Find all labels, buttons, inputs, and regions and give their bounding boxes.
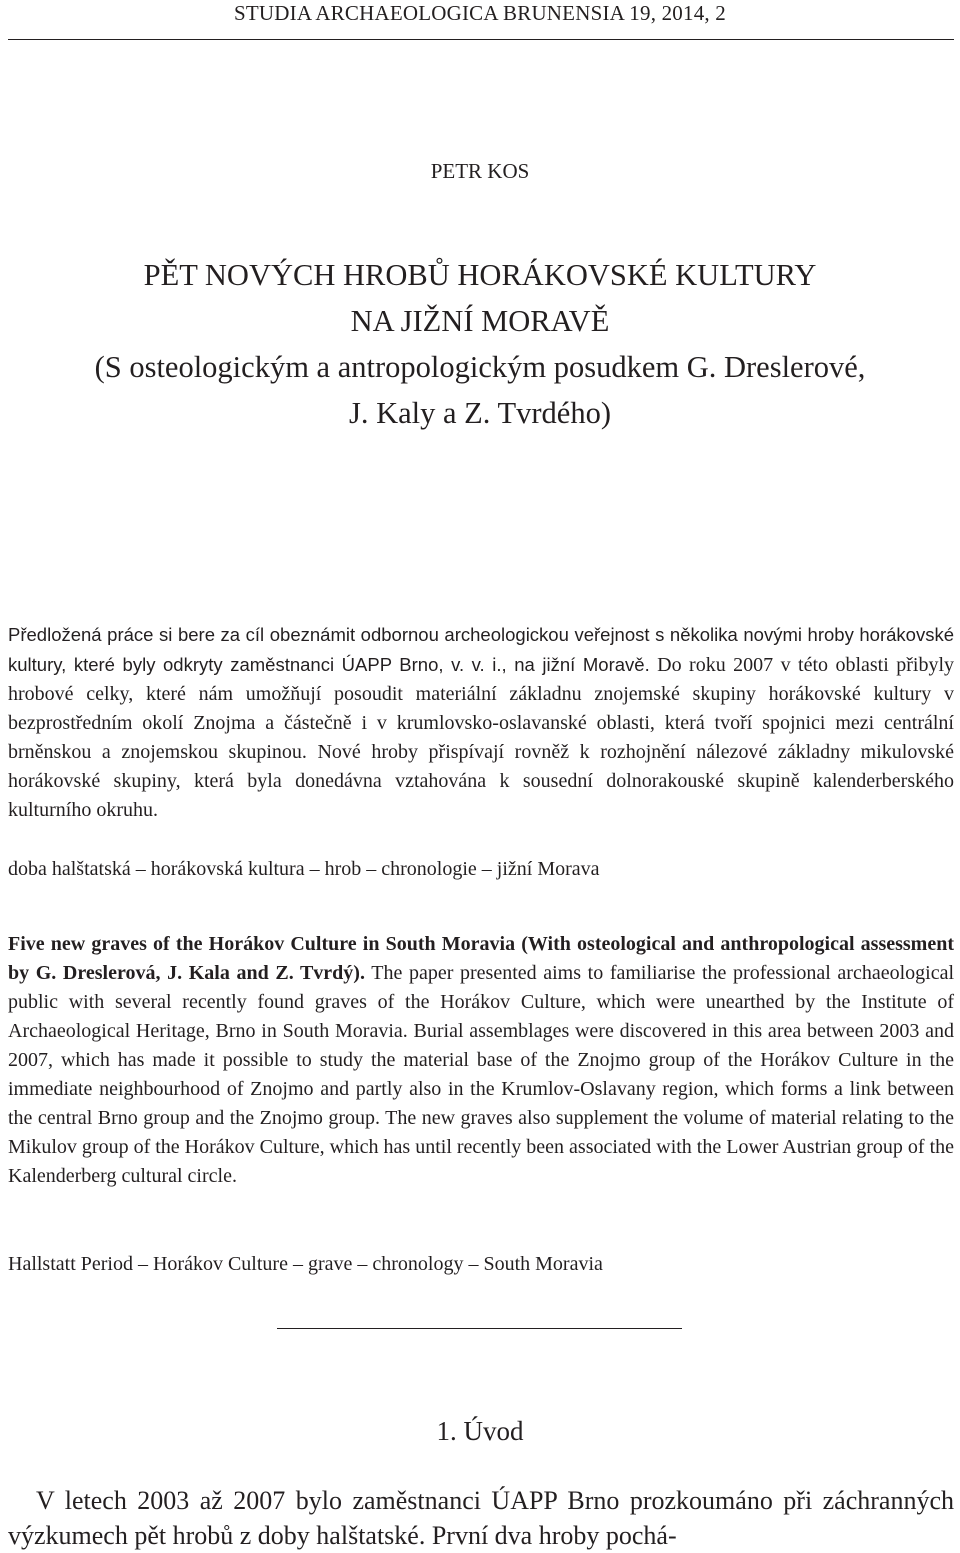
title-line-4: J. Kaly a Z. Tvrdého) [348,396,611,430]
abstract-english-title: Five new graves of the Horákov Culture in South Moravia (With osteological and anthropological assessment by G. Dreslerová, J. Kala and Z. Tvrdý). [8,933,954,984]
abstract-english [8,930,954,1191]
header-rule [8,39,954,40]
running-header: STUDIA ARCHAEOLOGICA BRUNENSIA 19, 2014, 2 [233,1,726,25]
article-title [0,252,960,436]
abstract-czech-intro: Předložená práce si bere za cíl obeznámit odbornou archeologickou veřejnost s několika novými hroby horákovské kultury, které byly odkryty zaměstnanci ÚAPP Brno, v. v. i., na jižní Moravě. [8,624,954,675]
title-line-1: PĚT NOVÝCH HROBŮ HORÁKOVSKÉ KULTURY [143,258,817,292]
body-paragraph: V letech 2003 až 2007 bylo zaměstnanci ÚAPP Brno prozkoumáno při záchranných výzkumech pět hrobů z doby halštatské. První dva hroby pochá- [8,1486,954,1550]
abstract-english-body: The paper presented aims to familiarise the professional archaeological public with several recently found graves of the Horákov Culture, which were unearthed by the Institute of Archaeological Heritage, Brno in South Moravia. Burial assemblages were discovered in this area between 2003 and 2007, which has made it possible to study the material base of the Znojmo group of the Horákov Culture in the immediate neighbourhood of Znojmo and partly also in the Krumlov-Oslavany region, which forms a link between the central Brno group and the Znojmo group. The new graves also supplement the volume of material relating to the Mikulov group of the Horákov Culture, which has until recently been associated with the Lower Austrian group of the Kalenderberg cultural circle. [8,962,954,1187]
keywords-czech: doba halštatská – horákovská kultura – hrob – chronologie – jižní Morava [8,858,600,880]
title-line-2: NA JIŽNÍ MORAVĚ [350,304,610,338]
abstract-czech [8,620,954,825]
author-name: PETR KOS [430,159,530,183]
title-line-3: (S osteologickým a antropologickým posudkem G. Dreslerové, [94,350,866,384]
section-heading: 1. Úvod [436,1416,524,1446]
section-divider [277,1328,682,1329]
abstract-czech-body: Do roku 2007 v této oblasti přibyly hrobové celky, které nám umožňují posoudit materiální základnu znojemské skupiny horákovské kultury v bezprostředním okolí Znojma a částečně i v krumlovsko-oslavanské oblasti, která tvoří spojnici mezi centrální brněnskou a znojemskou skupinou. Nové hroby přispívají rovněž k rozhojnění nálezové základny mikulovské horákovské skupiny, která byla donedávna vztahována k sousední dolnorakouské skupině kalenderberského kulturního okruhu. [8,654,955,821]
keywords-english: Hallstatt Period – Horákov Culture – grave – chronology – South Moravia [8,1253,603,1275]
